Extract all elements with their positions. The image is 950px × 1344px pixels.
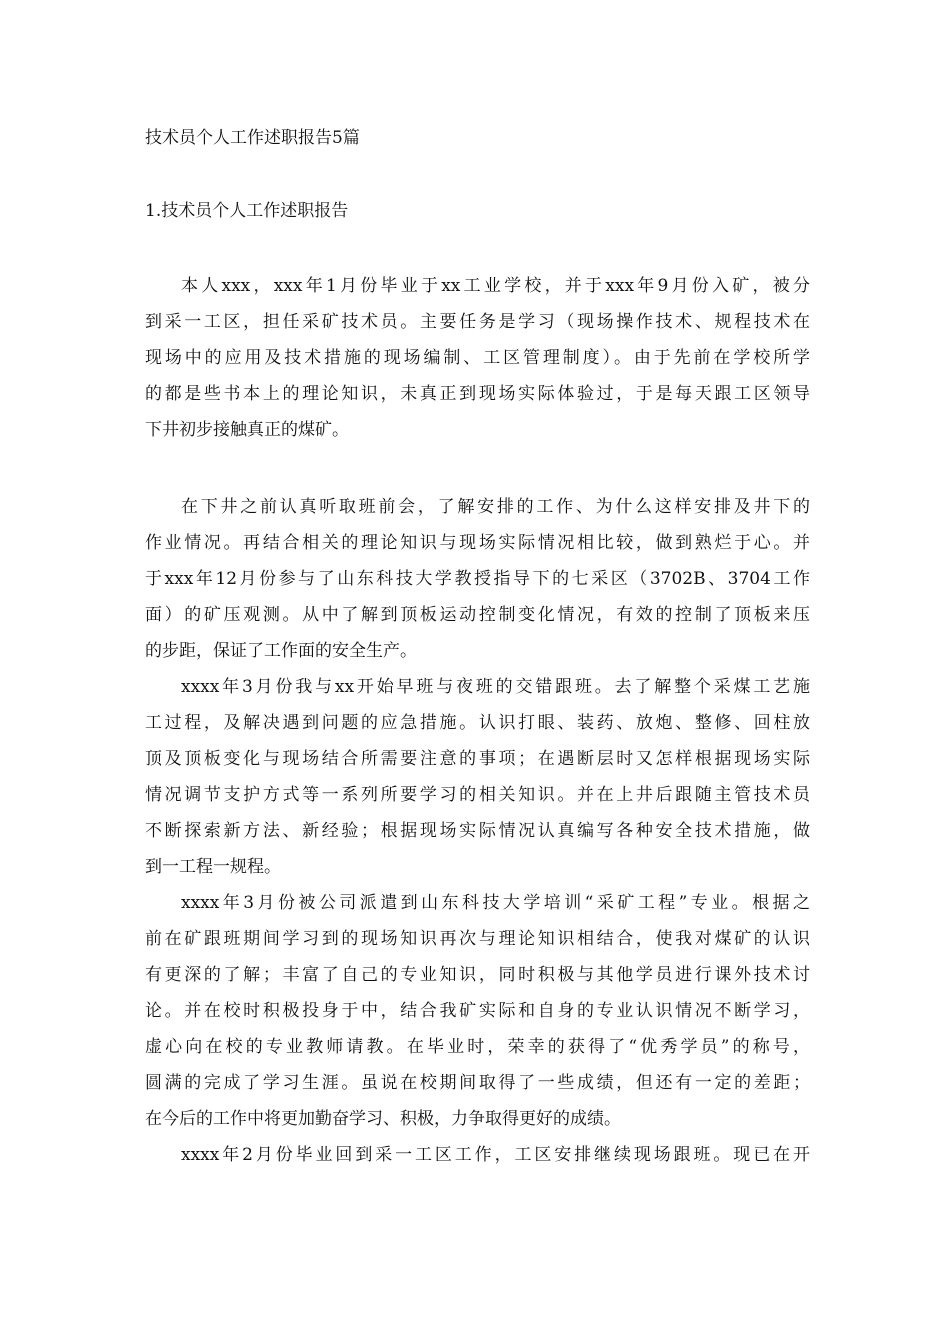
paragraph-line: xxxx年2月份毕业回到采一工区工作，工区安排继续现场跟班。现已在开 [181, 1145, 810, 1165]
paragraph-line: 圆满的完成了学习生涯。虽说在校期间取得了一些成绩，但还有一定的差距； [145, 1073, 810, 1093]
paragraph-line: 虚心向在校的专业教师请教。在毕业时，荣幸的获得了“优秀学员”的称号， [145, 1037, 810, 1057]
paragraph-line: 不断探索新方法、新经验；根据现场实际情况认真编写各种安全技术措施，做 [145, 821, 810, 841]
paragraph-4 [145, 885, 810, 1137]
paragraph-line: 的步距，保证了工作面的安全生产。 [145, 641, 417, 661]
paragraph-2 [145, 489, 810, 669]
paragraph-line: 本人xxx，xxx年1月份毕业于xx工业学校，并于xxx年9月份入矿，被分 [181, 276, 810, 296]
paragraph-5 [145, 1137, 810, 1173]
paragraph-line: 情况调节支护方式等一系列所要学习的相关知识。并在上井后跟随主管技术员 [145, 785, 810, 805]
paragraph-line: 有更深的了解；丰富了自己的专业知识，同时积极与其他学员进行课外技术讨 [145, 965, 810, 985]
paragraph-line: xxxx年3月份我与xx开始早班与夜班的交错跟班。去了解整个采煤工艺施 [181, 677, 810, 697]
paragraph-line: 顶及顶板变化与现场结合所需要注意的事项；在遇断层时又怎样根据现场实际 [145, 749, 810, 769]
paragraph-3 [145, 669, 810, 885]
paragraph-line: 下井初步接触真正的煤矿。 [145, 420, 349, 440]
paragraph-1 [145, 268, 810, 448]
paragraph-line: 前在矿跟班期间学习到的现场知识再次与理论知识相结合，使我对煤矿的认识 [145, 929, 810, 949]
paragraph-line: 到采一工区，担任采矿技术员。主要任务是学习（现场操作技术、规程技术在 [145, 312, 810, 332]
paragraph-line: 在下井之前认真听取班前会，了解安排的工作、为什么这样安排及井下的 [181, 497, 810, 517]
paragraph-line: xxxx年3月份被公司派遣到山东科技大学培训“采矿工程”专业。根据之 [181, 893, 810, 913]
paragraph-line: 工过程，及解决遇到问题的应急措施。认识打眼、装药、放炮、整修、回柱放 [145, 713, 810, 733]
paragraph-line: 论。并在校时积极投身于中，结合我矿实际和自身的专业认识情况不断学习， [145, 1001, 810, 1021]
paragraph-line: 于xxx年12月份参与了山东科技大学教授指导下的七采区（3702B、3704工作 [145, 569, 810, 589]
paragraph-line: 到一工程一规程。 [145, 857, 281, 877]
paragraph-line: 现场中的应用及技术措施的现场编制、工区管理制度）。由于先前在学校所学 [145, 348, 810, 368]
paragraph-line: 在今后的工作中将更加勤奋学习、积极，力争取得更好的成绩。 [145, 1109, 621, 1129]
paragraph-line: 的都是些书本上的理论知识，未真正到现场实际体验过，于是每天跟工区领导 [145, 384, 810, 404]
document-title: 技术员个人工作述职报告5篇 [145, 128, 360, 148]
section-heading: 1.技术员个人工作述职报告 [145, 201, 349, 221]
paragraph-line: 作业情况。再结合相关的理论知识与现场实际情况相比较，做到熟烂于心。并 [145, 533, 810, 553]
paragraph-line: 面）的矿压观测。从中了解到顶板运动控制变化情况，有效的控制了顶板来压 [145, 605, 810, 625]
